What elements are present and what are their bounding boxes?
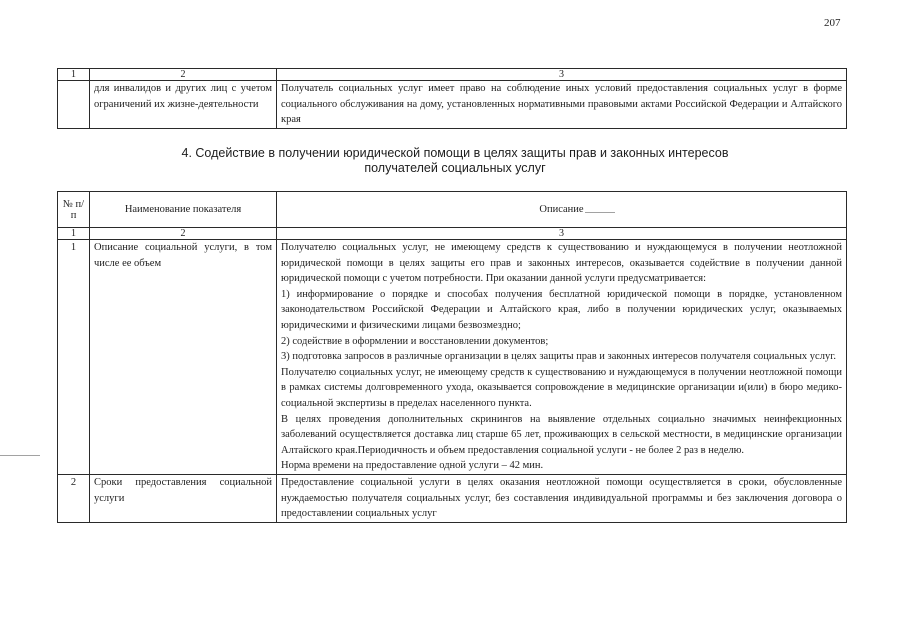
col-number-3: 3	[277, 228, 847, 240]
page-number: 207	[824, 17, 841, 29]
col-number-1: 1	[58, 69, 90, 81]
description-paragraph: Получателю социальных услуг, не имеющему средств к существованию и нуждающемуся в получении неотложной юридической помощи в целях защиты его прав и законных интересов, оказывается содействие в получении данной юридической помощи с учетом потребности. При оказании данной услуги предусматривается:	[281, 242, 842, 285]
continuation-table	[57, 68, 847, 129]
description-paragraph: 1) информирование о порядке и способах получения бесплатной юридической помощи в порядке, установленном законодательством Российской Федерации и Алтайского края, либо в получении юридических услуг, оказываемых юридическими и физическими лицами безвозмездно;	[281, 288, 842, 331]
table-row	[58, 81, 847, 129]
section-heading	[60, 146, 850, 176]
description-paragraph: 2) содействие в оформлении и восстановлении документов;	[281, 335, 549, 347]
indicator-name-cell: Описание социальной услуги, в том числе ее объем	[90, 240, 277, 475]
table-row	[58, 240, 847, 475]
col-number-3: 3	[277, 69, 847, 81]
section-heading-line1: 4. Содействие в получении юридической помощи в целях защиты прав и законных интересов	[181, 146, 729, 160]
section-heading-line2: получателей социальных услуг	[364, 161, 546, 175]
table-row	[58, 474, 847, 522]
description-paragraph: Норма времени на предоставление одной услуги – 42 мин.	[281, 460, 544, 472]
table-header-row	[58, 192, 847, 228]
services-table	[57, 191, 847, 523]
description-paragraph: 3) подготовка запросов в различные организации в целях защиты прав и законных интересов получателя социальных услуг.	[281, 351, 836, 363]
indicator-name-cell: для инвалидов и других лиц с учетом ограничений их жизне-деятельности	[90, 81, 277, 129]
scan-artifact	[0, 455, 40, 456]
description-paragraph: Предоставление социальной услуги в целях оказания неотложной помощи осуществляется в сроки, обусловленные нуждаемостью получателя социальных услуг, без составления индивидуальной программы и без заключения договора о предоставлении социальных услуг	[281, 476, 842, 520]
header-number: № п/п	[58, 192, 90, 228]
header-indicator-name: Наименование показателя	[90, 192, 277, 228]
description-paragraph: В целях проведения дополнительных скринингов на выявление отдельных социально значимых неинфекционных заболеваний осуществляется доставка лиц старше 65 лет, проживающих в сельской местности, в медицинские организации Алтайского края.Периодичность и объем предоставления социальной услуги - не более 2 раз в неделю.	[281, 413, 842, 456]
table-number-row	[58, 228, 847, 240]
col-number-1: 1	[58, 228, 90, 240]
indicator-name-cell: Сроки предоставления социальной услуги	[90, 474, 277, 522]
row-number: 1	[58, 240, 90, 475]
col-number-2: 2	[90, 228, 277, 240]
table-number-row	[58, 69, 847, 81]
row-number: 2	[58, 474, 90, 522]
description-cell	[277, 474, 847, 522]
scan-artifact	[585, 212, 615, 213]
header-description: Описание	[277, 192, 847, 228]
description-cell: Получатель социальных услуг имеет право на соблюдение иных условий предоставления социальных услуг в форме социального обслуживания на дому, установленных нормативными правовыми актами Российской Федерации и Алтайского края	[277, 81, 847, 129]
col-number-2: 2	[90, 69, 277, 81]
description-cell	[277, 240, 847, 475]
description-paragraph: Получателю социальных услуг, не имеющему средств к существованию и нуждающемуся в получении неотложной помощи в рамках системы долговременного ухода, оказывается сопровождение в медицинские организации и(или) в бюро медико-социальной экспертизы в пределах населенного пункта.	[281, 366, 842, 409]
